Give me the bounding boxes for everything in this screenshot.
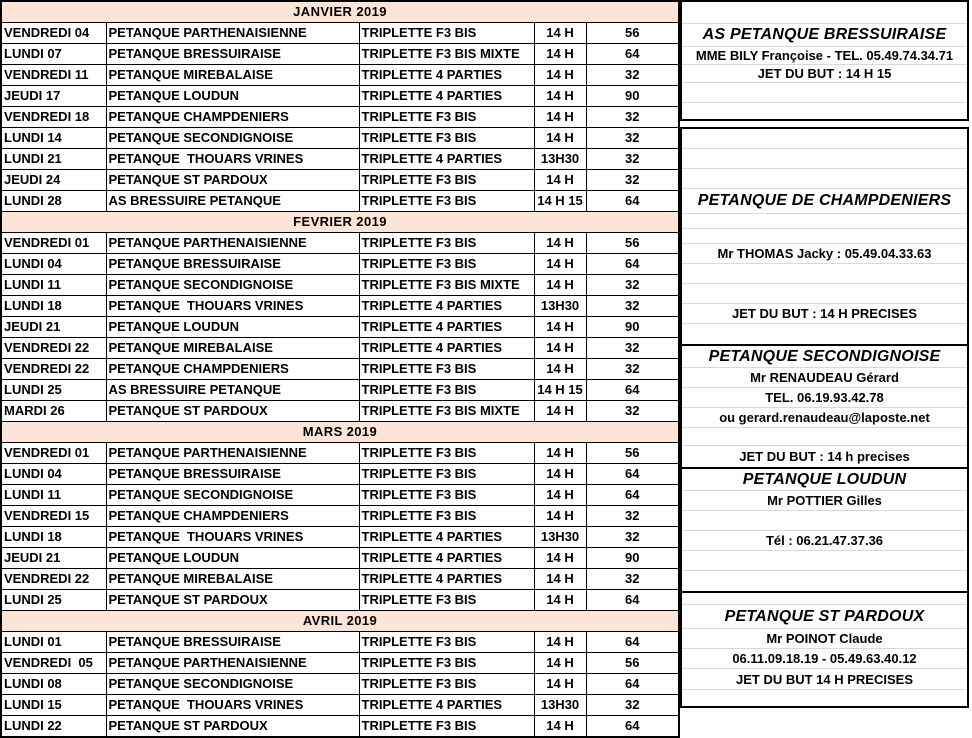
club-info-line: JET DU BUT : 14 h precises [739,449,910,464]
date-cell: JEUDI 17 [1,86,106,107]
table-row [1,464,679,485]
club-info-line: JET DU BUT : 14 H PRECISES [682,304,967,324]
club-cell: PETANQUE THOUARS VRINES [106,695,359,716]
competition-cell: TRIPLETTE F3 BIS [359,170,534,191]
table-row [1,86,679,107]
table-row [1,359,679,380]
blank-row [682,264,967,284]
competition-cell: TRIPLETTE F3 BIS [359,632,534,653]
competition-cell: TRIPLETTE 4 PARTIES [359,695,534,716]
time-cell: 14 H [534,338,586,359]
date-cell: LUNDI 04 [1,254,106,275]
participants-cell: 32 [586,569,679,590]
club-name: PETANQUE ST PARDOUX [682,605,967,629]
competition-cell: TRIPLETTE 4 PARTIES [359,548,534,569]
date-cell: LUNDI 18 [1,296,106,317]
club-cell: PETANQUE ST PARDOUX [106,401,359,422]
club-cell: PETANQUE CHAMPDENIERS [106,107,359,128]
club-cell: PETANQUE SECONDIGNOISE [106,485,359,506]
date-cell: LUNDI 28 [1,191,106,212]
competition-cell: TRIPLETTE F3 BIS [359,128,534,149]
table-row [1,254,679,275]
competition-cell: TRIPLETTE F3 BIS [359,674,534,695]
time-cell: 14 H [534,170,586,191]
date-cell: JEUDI 21 [1,317,106,338]
club-info-line: MME BILY Françoise - TEL. 05.49.74.34.71 [682,47,967,65]
date-cell: LUNDI 18 [1,527,106,548]
table-row [1,401,679,422]
blank-row [682,2,967,24]
date-cell: LUNDI 11 [1,275,106,296]
competition-cell: TRIPLETTE 4 PARTIES [359,527,534,548]
time-cell: 14 H [534,359,586,380]
competition-cell: TRIPLETTE 4 PARTIES [359,296,534,317]
table-row [1,23,679,44]
date-cell: LUNDI 21 [1,149,106,170]
club-cell: PETANQUE SECONDIGNOISE [106,275,359,296]
table-row [1,632,679,653]
blank-row [682,690,967,706]
club-name: PETANQUE LOUDUN [682,469,967,491]
participants-cell: 32 [586,128,679,149]
competition-cell: TRIPLETTE F3 BIS MIXTE [359,44,534,65]
blank-row [682,284,967,304]
club-info-line: Mr POTTIER Gilles [682,491,967,511]
club-cell: PETANQUE ST PARDOUX [106,716,359,738]
time-cell: 13H30 [534,527,586,548]
competition-cell: TRIPLETTE 4 PARTIES [359,65,534,86]
table-row [1,485,679,506]
time-cell: 13H30 [534,695,586,716]
time-cell: 14 H [534,506,586,527]
club-cell: PETANQUE ST PARDOUX [106,590,359,611]
participants-cell: 32 [586,65,679,86]
club-cell: AS BRESSUIRE PETANQUE [106,191,359,212]
participants-cell: 64 [586,716,679,738]
date-cell: MARDI 26 [1,401,106,422]
blank-row [682,511,967,531]
date-cell: VENDREDI 05 [1,653,106,674]
participants-cell: 64 [586,674,679,695]
time-cell: 14 H [534,23,586,44]
participants-cell: 32 [586,149,679,170]
club-cell: PETANQUE LOUDUN [106,548,359,569]
table-row [1,548,679,569]
club-info-block [680,344,969,469]
competition-cell: TRIPLETTE F3 BIS MIXTE [359,275,534,296]
blank-row [682,428,967,446]
schedule-table-body [1,1,679,737]
participants-cell: 32 [586,296,679,317]
time-cell: 14 H [534,632,586,653]
time-cell: 14 H [534,716,586,738]
blank-row [682,571,967,591]
table-row [1,107,679,128]
competition-cell: TRIPLETTE 4 PARTIES [359,569,534,590]
club-cell: PETANQUE CHAMPDENIERS [106,359,359,380]
competition-cell: TRIPLETTE F3 BIS [359,380,534,401]
club-info-line: Mr RENAUDEAU Gérard [682,368,967,388]
participants-cell: 32 [586,359,679,380]
date-cell: VENDREDI 01 [1,233,106,254]
time-cell: 14 H [534,464,586,485]
competition-cell: TRIPLETTE F3 BIS [359,107,534,128]
club-cell: PETANQUE PARTHENAISIENNE [106,653,359,674]
club-cell: PETANQUE THOUARS VRINES [106,527,359,548]
date-cell: LUNDI 15 [1,695,106,716]
time-cell: 14 H [534,107,586,128]
date-cell: LUNDI 08 [1,674,106,695]
club-cell: PETANQUE THOUARS VRINES [106,296,359,317]
table-row [1,128,679,149]
competition-cell: TRIPLETTE 4 PARTIES [359,338,534,359]
competition-cell: TRIPLETTE F3 BIS [359,506,534,527]
clubs-sidebar [678,0,972,711]
club-cell: PETANQUE CHAMPDENIERS [106,506,359,527]
date-cell: VENDREDI 11 [1,65,106,86]
club-info-block [680,591,969,708]
time-cell: 14 H [534,548,586,569]
date-cell: VENDREDI 18 [1,107,106,128]
date-cell: LUNDI 22 [1,716,106,738]
table-row [1,674,679,695]
month-title: MARS 2019 [1,422,679,443]
time-cell: 14 H 15 [534,191,586,212]
table-row [1,296,679,317]
club-cell: PETANQUE BRESSUIRAISE [106,464,359,485]
month-title: JANVIER 2019 [1,1,679,23]
time-cell: 14 H [534,485,586,506]
participants-cell: 64 [586,44,679,65]
blank-row [682,229,967,244]
table-row [1,653,679,674]
date-cell: JEUDI 21 [1,548,106,569]
time-cell: 14 H [534,65,586,86]
club-cell: PETANQUE LOUDUN [106,317,359,338]
table-row [1,380,679,401]
club-info-line: JET DU BUT : 14 H 15 [682,65,967,83]
club-info-line: ou gerard.renaudeau@laposte.net [682,408,967,428]
date-cell: VENDREDI 22 [1,338,106,359]
competition-cell: TRIPLETTE F3 BIS [359,359,534,380]
club-cell: PETANQUE PARTHENAISIENNE [106,443,359,464]
blank-row [682,593,967,605]
club-cell: PETANQUE BRESSUIRAISE [106,632,359,653]
date-cell: LUNDI 25 [1,590,106,611]
date-cell: LUNDI 07 [1,44,106,65]
club-info-line: 06.11.09.18.19 - 05.49.63.40.12 [682,649,967,669]
table-row [1,506,679,527]
participants-cell: 64 [586,191,679,212]
participants-cell: 90 [586,548,679,569]
club-name: PETANQUE DE CHAMPDENIERS [682,189,967,214]
club-cell: PETANQUE PARTHENAISIENNE [106,233,359,254]
time-cell: 14 H [534,86,586,107]
competition-cell: TRIPLETTE F3 BIS [359,464,534,485]
month-section-header-row [1,212,679,233]
blank-row [682,169,967,189]
club-cell: PETANQUE BRESSUIRAISE [106,254,359,275]
club-cell: AS BRESSUIRE PETANQUE [106,380,359,401]
participants-cell: 64 [586,254,679,275]
competition-cell: TRIPLETTE F3 BIS [359,716,534,738]
table-row [1,149,679,170]
competition-cell: TRIPLETTE F3 BIS [359,485,534,506]
table-row [1,338,679,359]
participants-cell: 32 [586,170,679,191]
month-section-header-row [1,1,679,23]
participants-cell: 32 [586,527,679,548]
club-name: AS PETANQUE BRESSUIRAISE [682,24,967,47]
club-name: PETANQUE SECONDIGNOISE [682,346,967,368]
time-cell: 14 H [534,128,586,149]
table-row [1,695,679,716]
competition-cell: TRIPLETTE F3 BIS [359,653,534,674]
table-row [1,569,679,590]
date-cell: LUNDI 01 [1,632,106,653]
date-cell: VENDREDI 22 [1,359,106,380]
competition-cell: TRIPLETTE F3 BIS [359,590,534,611]
time-cell: 14 H [534,233,586,254]
date-cell: JEUDI 24 [1,170,106,191]
participants-cell: 64 [586,485,679,506]
date-cell: VENDREDI 01 [1,443,106,464]
time-cell: 14 H [534,401,586,422]
club-cell: PETANQUE MIREBALAISE [106,569,359,590]
competition-cell: TRIPLETTE F3 BIS MIXTE [359,401,534,422]
participants-cell: 32 [586,401,679,422]
club-cell: PETANQUE MIREBALAISE [106,65,359,86]
club-cell: PETANQUE SECONDIGNOISE [106,128,359,149]
date-cell: LUNDI 11 [1,485,106,506]
competition-cell: TRIPLETTE 4 PARTIES [359,86,534,107]
participants-cell: 32 [586,695,679,716]
month-title: FEVRIER 2019 [1,212,679,233]
participants-cell: 32 [586,506,679,527]
time-cell: 13H30 [534,149,586,170]
time-cell: 14 H [534,443,586,464]
club-cell: PETANQUE PARTHENAISIENNE [106,23,359,44]
table-row [1,170,679,191]
table-row [1,275,679,296]
club-cell: PETANQUE SECONDIGNOISE [106,674,359,695]
participants-cell: 90 [586,317,679,338]
competition-cell: TRIPLETTE 4 PARTIES [359,317,534,338]
time-cell: 14 H [534,275,586,296]
time-cell: 14 H 15 [534,380,586,401]
time-cell: 14 H [534,317,586,338]
club-info-block [680,127,969,346]
participants-cell: 32 [586,338,679,359]
time-cell: 14 H [534,590,586,611]
competition-cell: TRIPLETTE F3 BIS [359,254,534,275]
competition-cell: TRIPLETTE F3 BIS [359,443,534,464]
table-row [1,443,679,464]
club-info-block [680,0,969,121]
blank-row [682,551,967,571]
time-cell: 13H30 [534,296,586,317]
club-info-line: Mr THOMAS Jacky : 05.49.04.33.63 [682,244,967,264]
participants-cell: 64 [586,590,679,611]
competition-cell: TRIPLETTE F3 BIS [359,191,534,212]
competition-cell: TRIPLETTE F3 BIS [359,23,534,44]
club-info-line: Mr POINOT Claude [682,629,967,649]
participants-cell: 64 [586,632,679,653]
participants-cell: 56 [586,233,679,254]
date-cell: VENDREDI 22 [1,569,106,590]
club-info-line: Tél : 06.21.47.37.36 [682,531,967,551]
table-row [1,590,679,611]
club-info-line: TEL. 06.19.93.42.78 [682,388,967,408]
club-cell: PETANQUE BRESSUIRAISE [106,44,359,65]
time-cell: 14 H [534,254,586,275]
competition-cell: TRIPLETTE 4 PARTIES [359,149,534,170]
table-row [1,527,679,548]
date-cell: LUNDI 14 [1,128,106,149]
participants-cell: 32 [586,107,679,128]
time-cell: 14 H [534,653,586,674]
club-info-line: JET DU BUT 14 H PRECISES [682,669,967,690]
club-cell: PETANQUE THOUARS VRINES [106,149,359,170]
participants-cell: 56 [586,443,679,464]
blank-row [682,83,967,103]
participants-cell: 32 [586,275,679,296]
time-cell: 14 H [534,674,586,695]
blank-row [682,214,967,229]
month-section-header-row [1,611,679,632]
month-section-header-row [1,422,679,443]
blank-row [682,129,967,149]
competition-cell: TRIPLETTE F3 BIS [359,233,534,254]
blank-row [682,324,967,344]
table-row [1,191,679,212]
blank-row [682,103,967,119]
participants-cell: 64 [586,380,679,401]
time-cell: 14 H [534,569,586,590]
blank-row [682,149,967,169]
participants-cell: 56 [586,653,679,674]
club-info-block [680,467,969,593]
participants-cell: 64 [586,464,679,485]
participants-cell: 56 [586,23,679,44]
club-cell: PETANQUE MIREBALAISE [106,338,359,359]
table-row [1,716,679,738]
month-title: AVRIL 2019 [1,611,679,632]
table-row [1,44,679,65]
table-row [1,233,679,254]
participants-cell: 90 [586,86,679,107]
table-row [1,65,679,86]
date-cell: VENDREDI 04 [1,23,106,44]
date-cell: VENDREDI 15 [1,506,106,527]
club-cell: PETANQUE ST PARDOUX [106,170,359,191]
date-cell: LUNDI 25 [1,380,106,401]
table-row [1,317,679,338]
time-cell: 14 H [534,44,586,65]
club-cell: PETANQUE LOUDUN [106,86,359,107]
date-cell: LUNDI 04 [1,464,106,485]
